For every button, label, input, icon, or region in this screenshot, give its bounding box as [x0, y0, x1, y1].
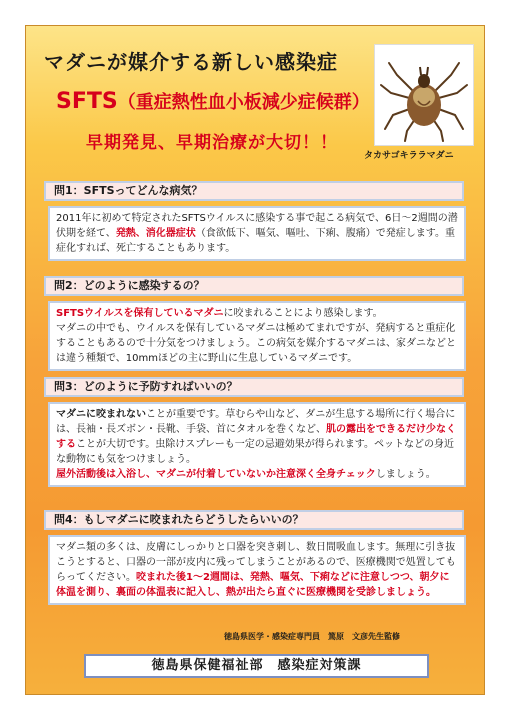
department-box: 徳島県保健福祉部 感染症対策課 [84, 654, 429, 678]
answer-1-highlight: 発熱、消化器症状 [115, 228, 196, 239]
answer-3-text-a: ことが重要です。草むらや山など、ダニが生息する場所に行く場合には、長袖・長ズボン・長靴、手袋、首にタオルを巻くなど、 [56, 409, 456, 435]
tick-photo [374, 44, 474, 146]
question-2: 問2：どのように感染するの？ [44, 276, 464, 296]
disease-abbr: SFTS [56, 89, 118, 114]
answer-2-text-a: に咬まれることにより感染します。 [223, 308, 383, 319]
answer-2 [48, 301, 466, 371]
photo-caption: タカサゴキララマダニ [364, 151, 454, 161]
answer-1-text-a: 2011年に初めて特定されたSFTSウイルスに感染する事で起こる病気で、6日～2週間の潜伏期を経て、 [56, 213, 458, 239]
answer-4-highlight: 咬まれた後1～2週間は、発熱、嘔気、下痢などに注意しつつ、朝夕に体温を測り、裏面の体温表に記入し、熱が出たら直ぐに医療機関を受診しましょう。 [56, 572, 450, 598]
supervisor-credit: 徳島県医学・感染症専門員 篤原 文彦先生監修 [224, 632, 400, 641]
question-1: 問1：SFTSってどんな病気？ [44, 181, 464, 201]
answer-3-highlight-b: 屋外活動後は入浴し、マダニが付着していないか注意深く全身チェック [56, 469, 376, 480]
answer-3-text-c: しましょう。 [375, 469, 436, 480]
disease-full-name: （重症熱性血小板減少症候群） [117, 92, 370, 113]
poster [25, 25, 485, 695]
disease-name [56, 88, 370, 114]
question-4: 問4：もしマダニに咬まれたらどうしたらいいの？ [44, 510, 464, 530]
slogan: 早期発見、早期治療が大切！！ [86, 133, 338, 153]
answer-1 [48, 206, 466, 261]
answer-2-text-b: マダニの中でも、ウイルスを保有しているマダニは極めてまれですが、発病すると重症化することもあるので十分気をつけましょう。この病気を媒介するマダニは、家ダニなどとは違う種類で、10mmほどの主に野山に生息しているマダニです。 [56, 323, 456, 364]
tick-icon [375, 45, 473, 145]
answer-4 [48, 535, 466, 605]
answer-3-bold: マダニに咬まれない [56, 409, 146, 420]
answer-4-text: マダニ類の多くは、皮膚にしっかりと口器を突き刺し、数日間吸血します。無理に引き抜こうとすると、口器の一部が皮内に残ってしまうことがあるので、医療機関で処置してもらってください。 [56, 542, 456, 583]
answer-2-highlight: SFTSウイルスを保有しているマダニ [56, 308, 224, 319]
answer-1-text-b: （食欲低下、嘔気、嘔吐、下痢、腹痛）で発症します。重症化すれば、死亡することもあります。 [56, 228, 456, 254]
answer-3-text-b: ことが大切です。虫除けスプレーも一定の忌避効果が得られます。ペットなどの身近な動物にも気をつけましょう。 [56, 439, 454, 465]
answer-3-highlight-a: 肌の露出をできるだけ少なくする [56, 424, 456, 450]
page-title: マダニが媒介する新しい感染症 [44, 50, 338, 74]
question-3: 問3：どのように予防すればいいの？ [44, 377, 464, 397]
answer-3 [48, 402, 466, 487]
